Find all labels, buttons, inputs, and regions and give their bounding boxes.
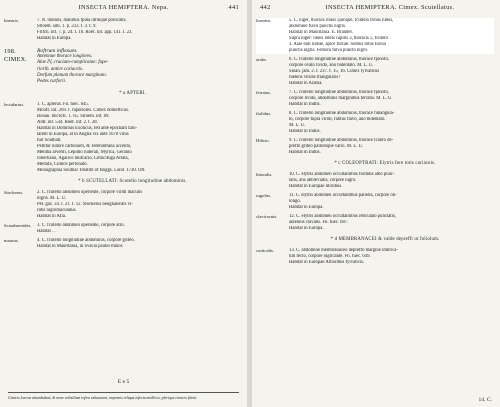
species-description xyxy=(37,102,241,174)
description-line: Habitat in Europae Arboribus fylvaticis. xyxy=(289,260,365,265)
genus-character-line: Pedes curforii. xyxy=(37,79,67,85)
section-heading-scutellati: * b SCUTELLATI: Scutello longitudine abdominis. xyxy=(78,179,187,185)
species-margin-name: linearis. xyxy=(4,18,19,23)
description-line: Monographia Southal Treatife of Buggs. Lond. 1730. Oft. xyxy=(37,168,146,174)
species-description xyxy=(289,57,494,87)
description-line: to, corpore fupra viridi, fubtus flavo, ano bidentato. xyxy=(289,117,386,122)
description-line: Habitat in Mauritania, in Svecia paullo minor. xyxy=(37,244,124,250)
species-margin-name: littoralis. xyxy=(256,172,273,177)
description-line: Sloan. jam. 2. t. 237. f. 15, 16. Cimex fylvaticus xyxy=(289,69,380,74)
description-line: Stroem. sibl. 1. p. 233. t. 3. f. 9. xyxy=(37,24,97,29)
section-heading-coleoptrati: * c COLEOPTRATI: Elytris fere totis coriaceis. xyxy=(334,161,436,166)
description-line: 6. C. fcutello longitudine abdominis, thorace fpinofo, xyxy=(289,57,389,62)
description-line: 1. C. apterus. Fn. fuec. 645. xyxy=(37,102,89,108)
description-line: 7. C. fcutello longitudine abdominis, thorace fpinofo, xyxy=(289,90,389,95)
right-page-header xyxy=(260,4,492,14)
species-entry xyxy=(256,111,494,135)
species-description xyxy=(289,248,494,266)
description-line: 5. C. niger, thorace lineis quinque, fcutello tribus luteis, xyxy=(289,18,394,23)
genus-heading xyxy=(4,48,241,85)
description-line: fuit Southall. xyxy=(37,138,62,144)
species-entry xyxy=(256,193,494,211)
description-line: corpore livido, abdominis marginibus ferratis. M. L. U. xyxy=(289,96,393,101)
description-line: abdomine flavo punctis nigris. xyxy=(289,24,347,29)
description-line: Habitat in Europa. xyxy=(37,36,72,41)
description-line: tim fecto, corpore nigricante. Fn. fuec. 649. xyxy=(289,254,371,259)
species-entry xyxy=(256,18,494,54)
description-line: Supra niger: lineis luteis capitis 3, thoracis 5, fcutelli xyxy=(289,36,388,41)
description-line: Bonan. microfc. 1. 65. Stroem. inf. 89. xyxy=(37,114,110,120)
species-description xyxy=(289,111,494,135)
description-line: Frifch. inf. 7. p. 24. t. 16. Roef. inf. app. 141. t. 23. xyxy=(37,30,133,35)
left-page-body xyxy=(4,18,241,367)
description-line: Habitat in Europae litoribus. xyxy=(289,184,343,189)
species-entry xyxy=(256,214,494,232)
description-line: nigris. M. L. U. xyxy=(37,196,67,202)
genus-character-line: Roftrum inflexum. xyxy=(37,48,78,54)
description-line: Habitat in Domibus Exoticus, fed ante epocham falu- xyxy=(37,126,137,132)
right-page xyxy=(252,0,500,407)
species-description xyxy=(289,90,494,108)
description-line: preffo grifeo pallidoque vario. M. L. U. xyxy=(289,144,364,149)
species-entry xyxy=(256,172,494,190)
description-line: 12. C. elytris abdomen occultantibus reticulato punctatis, xyxy=(289,214,396,219)
description-line: Medufa, Cimice perfonato. xyxy=(37,162,88,168)
description-line: Mentha arvenfi, Lepidio ruderali, Myrica, Geranio xyxy=(37,150,132,156)
description-line: 3. C. fcutello abdomen operiente, corpore atro. xyxy=(37,223,125,229)
running-title: INSECTA HEMIPTERA. Nepa. xyxy=(78,4,169,11)
description-line: antennis clavatis. Fn. fuec. 687. xyxy=(289,220,349,225)
species-description xyxy=(289,138,494,156)
description-line: Mouff. inf. 269. f. fuperiores. Cimex domefticus. xyxy=(37,108,130,114)
description-line: Pellitur nidore carbonum, & Terebinthina accenfo, xyxy=(37,144,132,150)
species-entry xyxy=(4,102,241,174)
genus-character-line: riorib. antice coriaceis. xyxy=(37,66,84,72)
section-heading-apteri: * a APTERI. xyxy=(119,91,146,97)
species-description xyxy=(289,214,494,232)
species-entry xyxy=(4,18,241,42)
species-description xyxy=(37,223,241,235)
description-line: Aldr. inf. 534. Roef. inf. 2. t. 28. xyxy=(37,120,98,126)
species-margin-name: lineatus. xyxy=(256,18,272,23)
species-description xyxy=(37,190,241,220)
species-entry xyxy=(256,90,494,108)
species-margin-name: maurus. xyxy=(4,238,19,244)
species-margin-name: clavicornis. xyxy=(256,214,278,219)
description-line: 7. N. linearis, manibus fpina utrinque pollicatis. xyxy=(37,18,127,23)
description-line: Pet. gaz. 34. t. 21. f. 12. Stockerus benghalenfis vi- xyxy=(37,202,133,208)
description-line: 3. Alae bafi luteae, apice fufcae. Subtus totus flavus xyxy=(289,42,387,47)
genus-character-line: Alae IV, cruciato-complicatae: fupe- xyxy=(37,60,109,66)
species-margin-name: arabs. xyxy=(256,57,267,62)
description-line: Habitat . . xyxy=(37,229,56,235)
species-entry xyxy=(256,57,494,87)
description-line: punctis nigris. Femora fulva puncto nigro. xyxy=(289,48,369,53)
species-margin-name: Hiftrio. xyxy=(256,138,270,143)
left-page-header xyxy=(8,4,239,14)
catchword: 14. C. xyxy=(478,397,492,403)
description-line: M. L. U. xyxy=(289,123,306,128)
species-margin-name: ftolidus. xyxy=(256,111,272,116)
genus-name: 198. CIMEX. xyxy=(4,48,28,63)
description-line: tatis, alis abbreviatis, corpore nigro. xyxy=(289,178,357,183)
species-margin-name: Stockerus. xyxy=(4,190,24,196)
genus-character-line: Dorfum planum thorace marginato. xyxy=(37,72,107,78)
species-margin-name: corticalis. xyxy=(256,248,274,253)
description-line: 9. C. fcutello longitudine abdominis, thorace fcabro de- xyxy=(289,138,394,143)
description-line: 8. C. fcutello longitudine abdominis, thorace fubangula- xyxy=(289,111,395,116)
description-line: Habitat in Indiis. xyxy=(289,102,321,107)
footnote: Cimicis Larvae ahumbulant, & more volotilium rofira exhauriunt, imprimis reliqua infecta mollicra; plerique cimices fetent. xyxy=(8,392,239,401)
species-description xyxy=(37,18,241,42)
species-entry xyxy=(4,190,241,220)
description-line: longo. xyxy=(289,199,301,204)
description-line: corpore ovato livido, ano bidentato. M. L. U. xyxy=(289,63,374,68)
species-margin-name: ferratus. xyxy=(256,90,272,95)
species-entry xyxy=(256,138,494,156)
species-description xyxy=(37,238,241,250)
species-description xyxy=(289,18,494,54)
left-page xyxy=(0,0,247,407)
description-line: Habitat in Europa. xyxy=(289,205,324,210)
description-line: 13. C. abdomine membranaceo depreffo margine imbrica- xyxy=(289,248,398,253)
description-line: Habitat in Europa. xyxy=(289,226,324,231)
species-entry xyxy=(256,248,494,266)
section-heading-membranacei: * d MEMBRANACEI & valde depreffi ut foliolum. xyxy=(330,237,440,242)
description-line: fuetens viridis triangularis? xyxy=(289,75,341,80)
species-margin-name: rugofus. xyxy=(256,193,272,198)
running-title: INSECTA HEMIPTERA. Cimex. Scutellatus. xyxy=(325,4,455,11)
description-line: Habitat in Indiis. xyxy=(289,150,321,155)
description-line: 4. C. fcutello longitudine abdominis, corpore grifeo. xyxy=(37,238,135,244)
page-number: 442 xyxy=(260,4,271,11)
description-line: tarem in Europa, at in Anglia vix ante 1670 vifus xyxy=(37,132,129,138)
species-entry xyxy=(4,238,241,250)
species-entry xyxy=(4,223,241,235)
description-line: Habitat in Indiis. xyxy=(289,129,321,134)
description-line: ridis nigromaculatus. xyxy=(37,208,77,214)
species-margin-name: Scarabaeoides. xyxy=(4,223,32,229)
page-number: 441 xyxy=(228,4,239,11)
description-line: Habitat in Afia. xyxy=(37,214,67,220)
genus-characters xyxy=(37,48,241,85)
description-line: 11. C. elytris abdomen occultantibus pallidis, corpore ob- xyxy=(289,193,397,198)
species-description xyxy=(289,193,494,211)
description-line: robertiano, Agarico mufcario, Cimicifuga Alfata, xyxy=(37,156,129,162)
species-description xyxy=(289,172,494,190)
description-line: Habitat in Mauritania. E. Brander. xyxy=(289,30,353,35)
species-margin-name: lectularius. xyxy=(4,102,25,108)
description-line: 10. C. elytris abdomen occultantibus fordidis albo punc- xyxy=(289,172,395,177)
genus-character-line: Antennae thorace longiores. xyxy=(37,54,93,60)
right-page-body xyxy=(256,18,494,385)
signature-mark: E e 5 xyxy=(117,379,130,385)
description-line: Habitat in Arabia. xyxy=(289,81,323,86)
description-line: 2. C. fcutello abdomen operiente, corpore viridi maculis xyxy=(37,190,143,196)
